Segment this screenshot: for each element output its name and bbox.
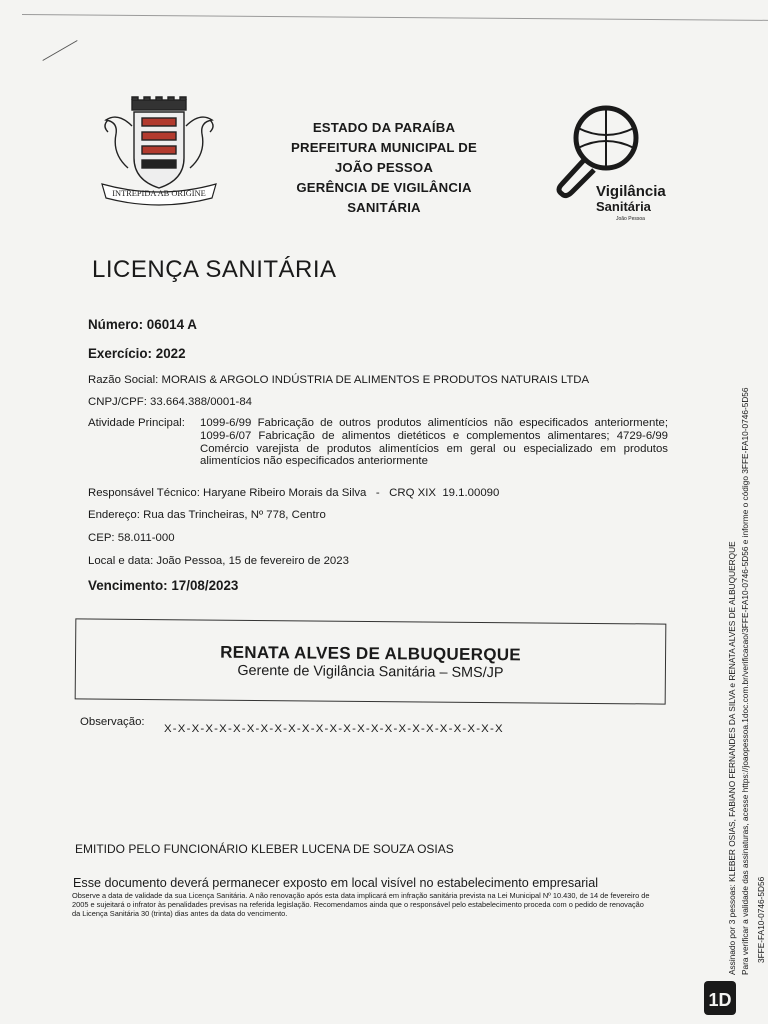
logo-subtitle: João Pessoa bbox=[616, 216, 645, 220]
vencimento-value: 17/08/2023 bbox=[171, 578, 239, 593]
header-line-gerencia: GERÊNCIA DE VIGILÂNCIA bbox=[296, 180, 472, 195]
atividade-principal-field bbox=[88, 417, 668, 468]
atividade-value: 1099-6/99 Fabricação de outros produtos alimentícios não especificados anteriormente; 1099-6/07 Fabricação de alimentos dietéticos e complementos alimentares; 4729-6/99 Comércio varejista de produtos alimentícios em geral ou especializado em produtos alimentícios não especificados anteriormente bbox=[200, 417, 668, 468]
document-title: LICENÇA SANITÁRIA bbox=[92, 256, 337, 283]
numero-field bbox=[88, 318, 197, 331]
signatory-name: RENATA ALVES DE ALBUQUERQUE bbox=[220, 642, 522, 665]
vencimento-label: Vencimento: bbox=[88, 578, 168, 593]
atividade-label: Atividade Principal: bbox=[88, 417, 185, 429]
local-data-label: Local e data: bbox=[88, 555, 154, 567]
1doc-logo-text: 1D bbox=[708, 990, 732, 1010]
issuer-heading bbox=[274, 118, 494, 218]
emitted-by-text: EMITIDO PELO FUNCIONÁRIO KLEBER LUCENA DE SOUZA OSIAS bbox=[75, 842, 454, 856]
renewal-fine-print: Observe a data de validade da sua Licença Sanitária. A não renovação após esta data implicará em infração sanitária prevista na Lei Municipal Nº 10.430, de 14 de fevereiro de 2005 e sujeitará o infrator às penalidades previsas na referida legislação. Recomendamos ainda que o responsável pelo estabelecimento proceda com o pedido de renovação da Licença Sanitária 30 (trinta) dias antes da data do vencimento. bbox=[72, 891, 650, 918]
signature-box bbox=[75, 618, 667, 704]
logo-word-sanitaria: Sanitária bbox=[596, 199, 651, 214]
cep-label: CEP: bbox=[88, 532, 115, 544]
observacao-label: Observação: bbox=[80, 716, 145, 728]
header-line-sanitaria: SANITÁRIA bbox=[347, 200, 421, 215]
coat-of-arms-icon bbox=[98, 96, 220, 208]
1doc-logo-icon bbox=[704, 981, 736, 1015]
razao-social-value: MORAIS & ARGOLO INDÚSTRIA DE ALIMENTOS E PRODUTOS NATURAIS LTDA bbox=[161, 374, 590, 386]
logo-word-vigilancia: Vigilância bbox=[596, 183, 666, 200]
signature-verification-text bbox=[726, 387, 752, 975]
endereco-label: Endereço: bbox=[88, 509, 140, 521]
cep-value: 58.011-000 bbox=[117, 532, 175, 544]
numero-label: Número: bbox=[88, 317, 144, 332]
cnpj-value: 33.664.388/0001-84 bbox=[150, 396, 253, 408]
exercicio-value: 2022 bbox=[155, 346, 186, 361]
razao-social-label: Razão Social: bbox=[88, 374, 159, 386]
header-line-prefeitura: PREFEITURA MUNICIPAL DE bbox=[290, 140, 478, 155]
signatory-role: Gerente de Vigilância Sanitária – SMS/JP bbox=[237, 662, 504, 682]
local-data-field bbox=[88, 555, 349, 568]
endereco-value: Rua das Trincheiras, Nº 778, Centro bbox=[143, 509, 326, 521]
responsavel-tecnico-field bbox=[88, 487, 499, 500]
exercicio-label: Exercício: bbox=[88, 346, 153, 361]
cnpj-field bbox=[88, 396, 252, 409]
vigilancia-sanitaria-logo bbox=[550, 104, 690, 220]
observacao-value: X-X-X-X-X-X-X-X-X-X-X-X-X-X-X-X-X-X-X-X-X-X-X-X-X bbox=[164, 723, 504, 735]
header-line-city: JOÃO PESSOA bbox=[334, 160, 434, 175]
page-edge-line bbox=[22, 14, 768, 21]
cnpj-label: CNPJ/CPF: bbox=[88, 396, 147, 408]
vencimento-field bbox=[88, 579, 238, 592]
verification-code: 3FFE-FA10-0746-5D56 bbox=[756, 876, 766, 963]
crest-motto: INTREPIDA AB ORIGINE bbox=[112, 189, 206, 198]
numero-value: 06014 A bbox=[146, 317, 197, 332]
exercicio-field bbox=[88, 347, 186, 360]
responsavel-value: Haryane Ribeiro Morais da Silva - CRQ XIX 19.1.00090 bbox=[203, 487, 500, 499]
verification-url-line: Para verificar a validade das assinaturas, acesse https://joaopessoa.1doc.com.br/verificacao/3FFE-FA10-0746-5D56 e informe o código 3FFE-FA10-0746-5D56 bbox=[740, 387, 750, 975]
endereco-field bbox=[88, 509, 326, 522]
responsavel-label: Responsável Técnico: bbox=[88, 487, 200, 499]
cep-field bbox=[88, 532, 175, 545]
local-data-value: João Pessoa, 15 de fevereiro de 2023 bbox=[156, 555, 349, 567]
display-notice: Esse documento deverá permanecer exposto em local visível no estabelecimento empresarial bbox=[73, 876, 599, 890]
signers-line: Assinado por 3 pessoas: KLEBER OSIAS, FABIANO FERNANDES DA SILVA e RENATA ALVES DE ALBUQUERQUE bbox=[727, 541, 737, 975]
header-line-state: ESTADO DA PARAÍBA bbox=[312, 120, 456, 135]
scan-mark bbox=[42, 40, 77, 61]
razao-social-field bbox=[88, 374, 589, 387]
